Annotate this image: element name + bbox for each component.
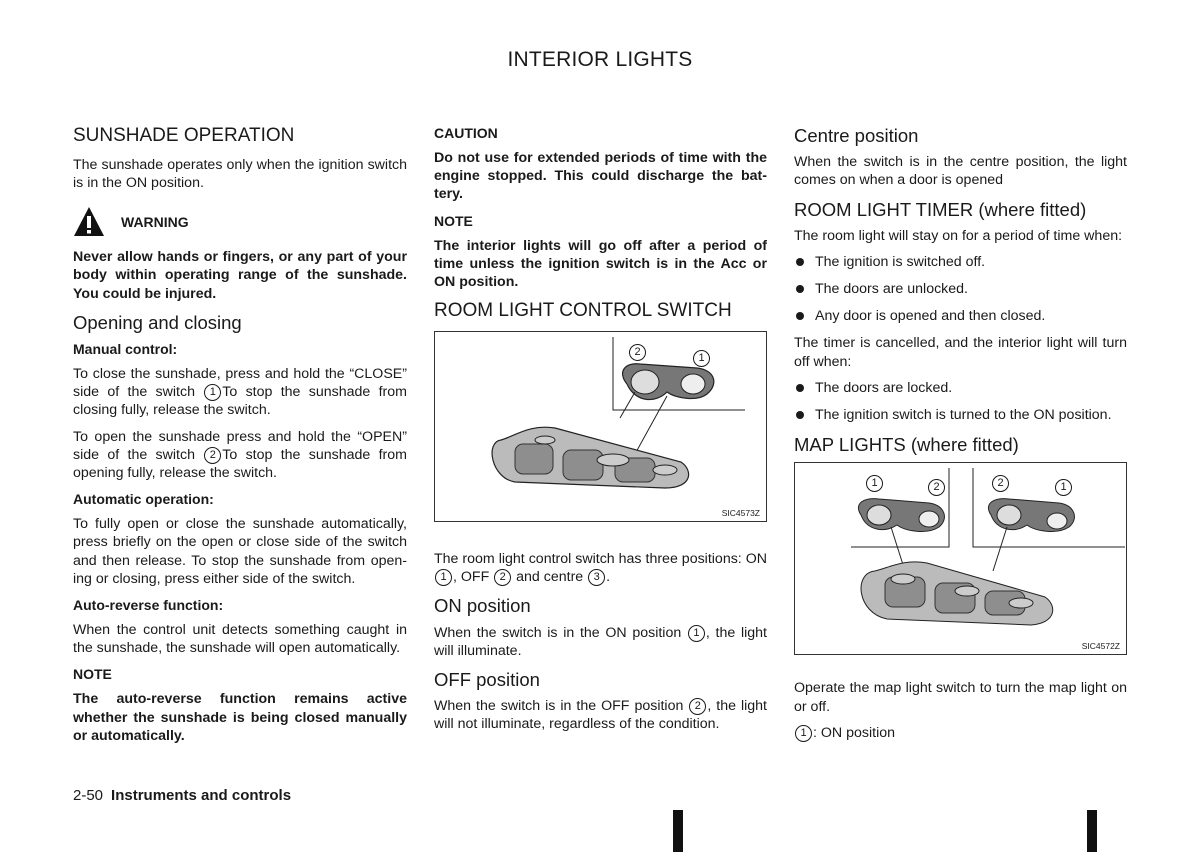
map-text: Operate the map light switch to turn the map light on or off.: [794, 680, 1127, 715]
map-light-figure: [794, 462, 1127, 655]
callout-number: 1: [693, 350, 710, 367]
list-item: The ignition switch is turned to the ON position.: [794, 406, 1127, 424]
timer-list: [794, 253, 1127, 326]
figure-code: SIC4573Z: [721, 507, 760, 518]
timer-heading: ROOM LIGHT TIMER (where fitted): [794, 198, 1087, 220]
manual-close-text: To close the sunshade, press and hold the “CLOSE” side of the switch 1 To stop the sunshade from closing fully, release the switch.: [73, 365, 407, 419]
map-on-text: 1 : ON position: [794, 724, 1127, 742]
callout-number: 1: [1055, 479, 1072, 496]
cancel-text: The timer is cancelled, and the interior light will turn off when:: [794, 335, 1127, 370]
note-text: The interior lights will go off after a period of time unless the ignition switch is in the Acc or ON position.: [434, 237, 767, 291]
room-switch-heading: ROOM LIGHT CONTROL SWITCH: [434, 300, 732, 322]
page-footer: [73, 787, 291, 804]
auto-label: Automatic operation:: [73, 491, 214, 508]
on-position-text: When the switch is in the ON position 1 , the light will illuminate.: [434, 624, 767, 659]
off-position-heading: OFF position: [434, 668, 540, 690]
page-title: INTERIOR LIGHTS: [507, 48, 693, 71]
opening-heading: Opening and closing: [73, 311, 242, 333]
note-label: NOTE: [434, 212, 473, 229]
sunshade-intro: The sunshade operates only when the ignition switch is in the ON position.: [73, 156, 407, 191]
map-heading: MAP LIGHTS (where fitted): [794, 434, 1019, 456]
caution-text: Do not use for extended periods of time with the engine stopped. This could discharge the bat-tery.: [434, 150, 767, 203]
cancel-list: [794, 379, 1127, 424]
print-edge-mark: [1087, 810, 1097, 852]
page-number: 2-50: [73, 787, 104, 804]
room-light-figure: [434, 331, 767, 522]
print-edge-mark: [673, 810, 683, 852]
note-label: NOTE: [73, 666, 112, 683]
column-middle: [434, 124, 767, 741]
column-right: [794, 124, 1127, 750]
list-item: Any door is opened and then closed.: [794, 307, 1127, 325]
reverse-text: When the control unit detects something caught in the sunshade, the sunshade will open automatically.: [73, 621, 407, 657]
reverse-label: Auto-reverse function:: [73, 596, 224, 613]
positions-text: The room light control switch has three positions: ON 1 , OFF 2 and centre 3 .: [434, 550, 767, 586]
map-light-illustration: [795, 463, 1126, 654]
on-position-heading: ON position: [434, 595, 531, 617]
centre-text: When the switch is in the centre position, the light comes on when a door is opened: [794, 154, 1127, 189]
list-item: The doors are unlocked.: [794, 280, 1127, 298]
warning-block: [73, 206, 407, 238]
figure-code: SIC4572Z: [1081, 641, 1120, 652]
callout-number: 1: [866, 475, 883, 492]
manual-label: Manual control:: [73, 340, 178, 357]
off-position-text: When the switch is in the OFF position 2 , the light will not illuminate, regardless of the condition.: [434, 698, 767, 733]
callout-number: 2: [928, 479, 945, 496]
manual-open-text: To open the sunshade press and hold the “OPEN” side of the switch 2 To stop the sunshade from opening fully, release the switch.: [73, 428, 407, 481]
sunshade-heading: SUNSHADE OPERATION: [73, 125, 295, 146]
note-text: The auto-reverse function remains active whether the sunshade is being closed manually or automatically.: [73, 691, 407, 744]
callout-number: 2: [204, 447, 221, 464]
callout-number: 2: [629, 344, 646, 361]
callout-number: 1: [435, 569, 452, 586]
warning-icon: [73, 206, 105, 238]
callout-number: 2: [689, 698, 706, 715]
callout-number: 1: [204, 384, 221, 401]
callout-number: 2: [494, 569, 511, 586]
warning-text: Never allow hands or fingers, or any part of your body within operating range of the sunshade. You could be injured.: [73, 249, 407, 302]
callout-number: 2: [992, 475, 1009, 492]
timer-intro: The room light will stay on for a period of time when:: [794, 227, 1123, 244]
centre-heading: Centre position: [794, 125, 919, 146]
section-name: Instruments and controls: [111, 787, 292, 804]
callout-number: 3: [588, 569, 605, 586]
callout-number: 1: [795, 725, 812, 742]
callout-number: 1: [688, 625, 705, 642]
column-left: [73, 124, 407, 753]
list-item: The ignition is switched off.: [794, 253, 1127, 271]
room-light-illustration: [435, 332, 766, 521]
caution-label: CAUTION: [434, 125, 498, 141]
list-item: The doors are locked.: [794, 379, 1127, 397]
auto-text: To fully open or close the sunshade automatically, press briefly on the open or close side of the switch and then release. To stop the sunshade from open-ing or closing, press either side of the switch.: [73, 516, 407, 587]
warning-label: WARNING: [121, 214, 189, 231]
